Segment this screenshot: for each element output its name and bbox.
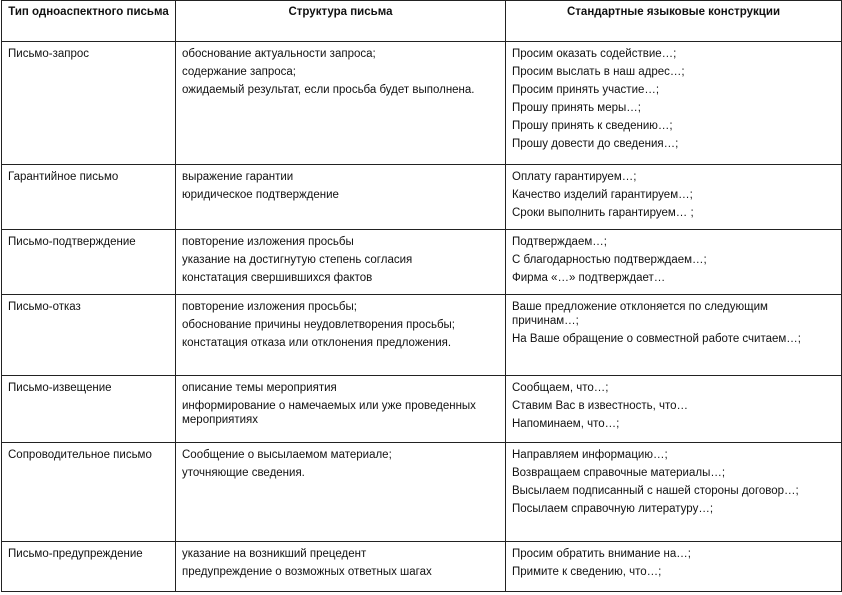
structure-item: повторение изложения просьбы xyxy=(182,236,354,248)
phrase-item: Фирма «…» подтверждает… xyxy=(512,272,666,284)
structure-cell xyxy=(176,376,506,443)
structure-item: констатация свершившихся фактов xyxy=(182,272,373,284)
phrase-item: Прошу принять к сведению…; xyxy=(512,120,673,132)
phrase-item: С благодарностью подтверждаем…; xyxy=(512,254,707,266)
letter-type-cell: Письмо-подтверждение xyxy=(2,230,176,295)
phrase-item: Посылаем справочную литературу…; xyxy=(512,503,714,515)
phrase-item: Сообщаем, что…; xyxy=(512,382,609,394)
table-row xyxy=(2,42,842,165)
letter-type-cell: Письмо-предупреждение xyxy=(2,542,176,592)
phrase-item: На Ваше обращение о совместной работе считаем…; xyxy=(512,333,801,345)
phrases-cell xyxy=(506,376,842,443)
letter-type-cell: Письмо-отказ xyxy=(2,295,176,376)
structure-item: выражение гарантии xyxy=(182,171,294,183)
structure-item: повторение изложения просьбы; xyxy=(182,301,357,313)
structure-item: предупреждение о возможных ответных шагах xyxy=(182,566,432,578)
structure-item: юридическое подтверждение xyxy=(182,189,339,201)
table-row xyxy=(2,230,842,295)
structure-cell xyxy=(176,42,506,165)
phrase-item: Примите к сведению, что…; xyxy=(512,566,662,578)
phrase-item: Прошу довести до сведения…; xyxy=(512,138,679,150)
structure-item: Сообщение о высылаемом материале; xyxy=(182,449,392,461)
phrases-cell xyxy=(506,295,842,376)
structure-item: констатация отказа или отклонения предложения. xyxy=(182,337,452,349)
structure-item: информирование о намечаемых или уже проведенных мероприятиях xyxy=(182,400,476,426)
structure-item: описание темы мероприятия xyxy=(182,382,337,394)
phrase-item: Ставим Вас в известность, что… xyxy=(512,400,689,412)
table-row xyxy=(2,376,842,443)
phrase-item: Качество изделий гарантируем…; xyxy=(512,189,693,201)
phrase-item: Направляем информацию…; xyxy=(512,449,668,461)
phrase-item: Просим выслать в наш адрес…; xyxy=(512,66,685,78)
header-letter-structure: Структура письма xyxy=(176,1,506,42)
structure-cell xyxy=(176,165,506,230)
table-row xyxy=(2,443,842,542)
phrase-item: Оплату гарантируем…; xyxy=(512,171,637,183)
structure-cell xyxy=(176,542,506,592)
phrases-cell xyxy=(506,230,842,295)
letter-type-cell: Сопроводительное письмо xyxy=(2,443,176,542)
letter-type-cell: Письмо-запрос xyxy=(2,42,176,165)
phrase-item: Высылаем подписанный с нашей стороны договор…; xyxy=(512,485,799,497)
phrase-item: Прошу принять меры…; xyxy=(512,102,641,114)
phrases-cell xyxy=(506,443,842,542)
structure-item: обоснование актуальности запроса; xyxy=(182,48,376,60)
phrase-item: Ваше предложение отклоняется по следующим причинам…; xyxy=(512,301,768,327)
phrases-cell xyxy=(506,165,842,230)
structure-item: содержание запроса; xyxy=(182,66,297,78)
phrases-cell xyxy=(506,542,842,592)
table-row xyxy=(2,165,842,230)
letter-type-cell: Письмо-извещение xyxy=(2,376,176,443)
phrase-item: Подтверждаем…; xyxy=(512,236,607,248)
phrase-item: Просим обратить внимание на…; xyxy=(512,548,691,560)
phrase-item: Просим оказать содействие…; xyxy=(512,48,677,60)
structure-item: ожидаемый результат, если просьба будет выполнена. xyxy=(182,84,475,96)
structure-item: указание на достигнутую степень согласия xyxy=(182,254,413,266)
letter-type-cell: Гарантийное письмо xyxy=(2,165,176,230)
phrase-item: Просим принять участие…; xyxy=(512,84,660,96)
structure-cell xyxy=(176,295,506,376)
phrase-item: Напоминаем, что…; xyxy=(512,418,620,430)
structure-item: указание на возникший прецедент xyxy=(182,548,367,560)
structure-cell xyxy=(176,230,506,295)
phrase-item: Возвращаем справочные материалы…; xyxy=(512,467,726,479)
header-letter-type: Тип одноаспектного письма xyxy=(2,1,176,42)
structure-item: уточняющие сведения. xyxy=(182,467,305,479)
structure-item: обоснование причины неудовлетворения просьбы; xyxy=(182,319,455,331)
phrase-item: Сроки выполнить гарантируем… ; xyxy=(512,207,694,219)
phrases-cell xyxy=(506,42,842,165)
table-header-row xyxy=(2,1,842,42)
table-row xyxy=(2,295,842,376)
table-row xyxy=(2,542,842,592)
letter-types-table xyxy=(1,0,842,592)
structure-cell xyxy=(176,443,506,542)
header-standard-phrases: Стандартные языковые конструкции xyxy=(506,1,842,42)
